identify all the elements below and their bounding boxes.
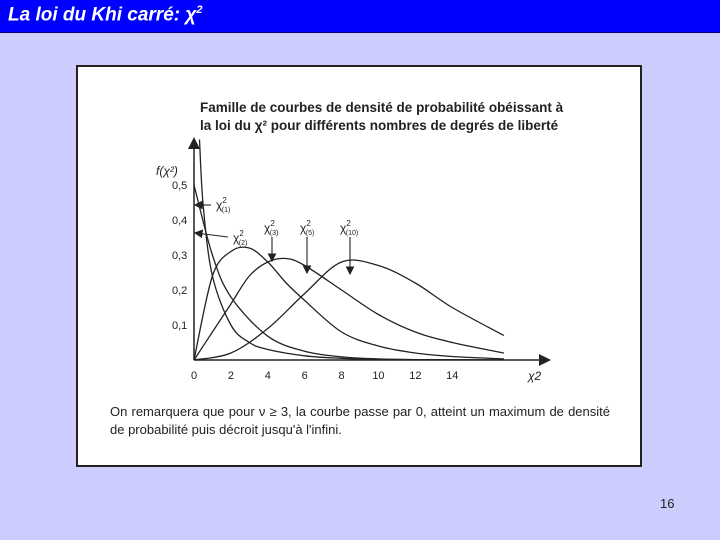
y-tick-label: 0,5 [172,180,188,192]
chart-series [194,140,504,361]
title-exponent: 2 [196,4,203,16]
series-label: $\chi^2$ (3) [264,219,279,237]
x-tick-label: 12 [409,370,422,382]
x-tick-label: 0 [190,370,198,382]
figure-caption: On remarquera que pour ν ≥ 3, la courbe passe par 0, atteint un maximum de densité de probabilité puis décroit jusqu'à l'infini. [110,404,610,437]
title-bar [0,0,720,33]
series-line [200,140,504,360]
series-label: $\chi^2$ (2) [233,229,248,247]
x-tick-label: 2 [227,370,234,382]
page-number: 16 [660,496,675,511]
x-tick-label: 8 [338,370,345,382]
x-tick-label: 10 [372,370,385,382]
y-tick-label: 0,3 [172,250,188,262]
slide-title [8,4,202,26]
x-tick-label: 6 [301,370,308,382]
series-label-arrow [196,233,228,237]
y-tick-label: 0,4 [172,215,188,227]
series-label: $\chi^2$ (5) [300,219,315,237]
x-axis-label: χ2 [528,369,542,383]
y-tick-label: 0,2 [172,285,188,297]
series-line [194,185,504,360]
figure-title-line1: Famille de courbes de densité de probabilité obéissant à [200,100,564,115]
series-label: $\chi^2$ (10) [340,219,359,237]
title-prefix: La loi du Khi carré: [8,4,186,26]
x-tick-label: 4 [264,370,271,382]
x-tick-label: 14 [446,370,459,382]
y-axis-label: f(χ²) [156,164,178,178]
y-tick-label: 0,1 [172,320,188,332]
figure-title-line2: la loi du χ² pour différents nombres de degrés de liberté [200,118,559,133]
figure-panel [76,65,642,467]
series-label: $\chi^2$ (1) [216,196,231,214]
chart-series-labels [196,196,358,273]
title-symbol: χ [185,4,197,26]
